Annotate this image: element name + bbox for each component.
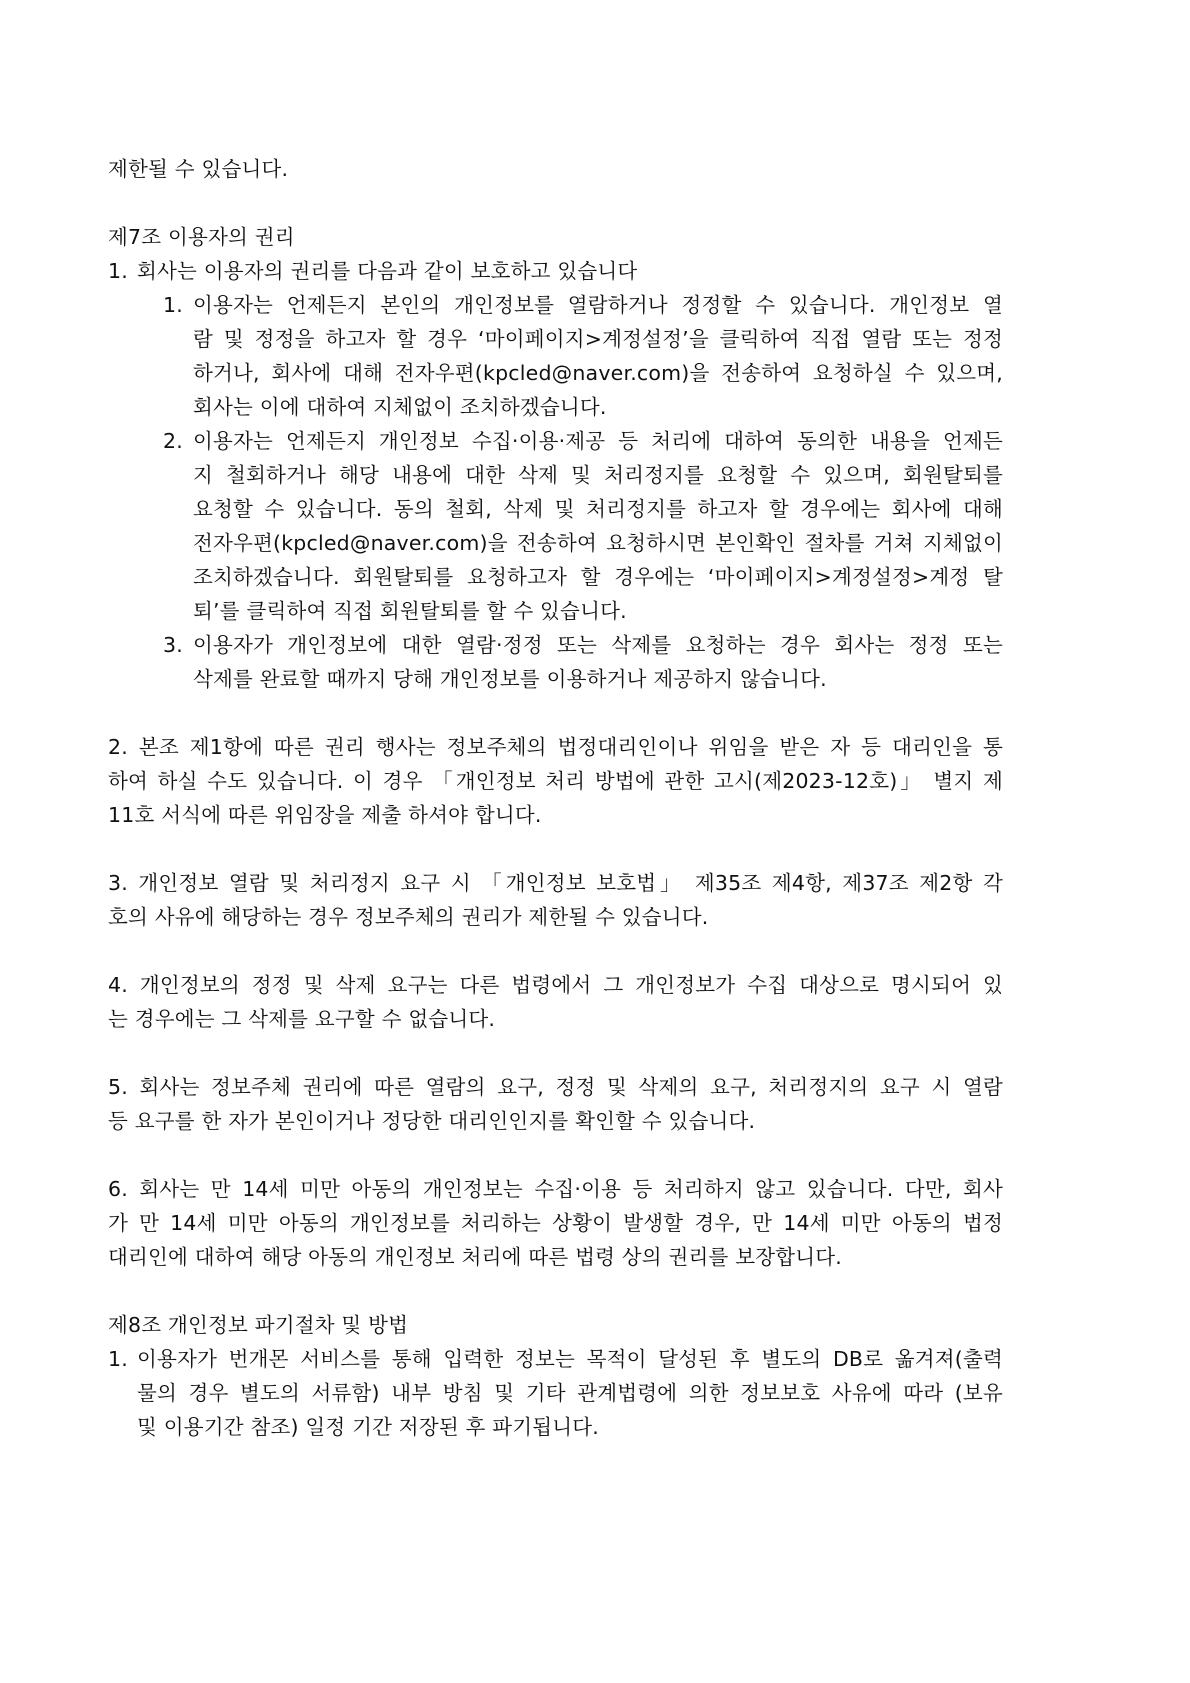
paragraph-5-line-1: 5. 회사는 정보주체 권리에 따른 열람의 요구, 정정 및 삭제의 요구, 처리정지의 요구 시 열람 bbox=[108, 1075, 1003, 1099]
subitem-2-line-5: 조치하겠습니다. 회원탈퇴를 요청하고자 할 경우에는 ‘마이페이지>계정설정>계정 탈 bbox=[193, 565, 1003, 589]
article-8-item-1-line-2: 물의 경우 별도의 서류함) 내부 방침 및 기타 관계법령에 의한 정보보호 사유에 따라 (보유 bbox=[137, 1381, 1003, 1405]
subitem-2-line-3: 요청할 수 있습니다. 동의 철회, 삭제 및 처리정지를 하고자 할 경우에는 회사에 대해 bbox=[193, 497, 1003, 521]
paragraph-2-line-3: 11호 서식에 따른 위임장을 제출 하셔야 합니다. bbox=[108, 803, 542, 827]
paragraph-4-line-1: 4. 개인정보의 정정 및 삭제 요구는 다른 법령에서 그 개인정보가 수집 대상으로 명시되어 있 bbox=[108, 973, 1003, 997]
subitem-2-line-1: 이용자는 언제든지 개인정보 수집·이용·제공 등 처리에 대하여 동의한 내용을 언제든 bbox=[193, 429, 1003, 453]
article-7-heading: 제7조 이용자의 권리 bbox=[108, 225, 295, 249]
article-8-heading: 제8조 개인정보 파기절차 및 방법 bbox=[108, 1313, 409, 1337]
subitem-2-line-6: 퇴’를 클릭하여 직접 회원탈퇴를 할 수 있습니다. bbox=[193, 599, 627, 623]
subitem-1-number: 1. bbox=[163, 293, 183, 317]
subitem-1-line-3: 하거나, 회사에 대해 전자우편(kpcled@naver.com)을 전송하여 요청하실 수 있으며, bbox=[193, 361, 1003, 385]
subitem-2-line-2: 지 철회하거나 해당 내용에 대한 삭제 및 처리정지를 요청할 수 있으며, 회원탈퇴를 bbox=[193, 463, 1003, 487]
paragraph-2-line-1: 2. 본조 제1항에 따른 권리 행사는 정보주체의 법정대리인이나 위임을 받은 자 등 대리인을 통 bbox=[108, 735, 1003, 759]
subitem-1-line-4: 회사는 이에 대하여 지체없이 조치하겠습니다. bbox=[193, 395, 607, 419]
article-8-item-1-line-3: 및 이용기간 참조) 일정 기간 저장된 후 파기됩니다. bbox=[137, 1415, 599, 1439]
paragraph-6-line-2: 가 만 14세 미만 아동의 개인정보를 처리하는 상황이 발생할 경우, 만 14세 미만 아동의 법정 bbox=[108, 1211, 1003, 1235]
paragraph-4-line-2: 는 경우에는 그 삭제를 요구할 수 없습니다. bbox=[108, 1007, 496, 1031]
subitem-1-line-2: 람 및 정정을 하고자 할 경우 ‘마이페이지>계정설정’을 클릭하여 직접 열람 또는 정정 bbox=[193, 327, 1003, 351]
subitem-3-line-1: 이용자가 개인정보에 대한 열람·정정 또는 삭제를 요청하는 경우 회사는 정정 또는 bbox=[193, 633, 1003, 657]
subitem-3-line-2: 삭제를 완료할 때까지 당해 개인정보를 이용하거나 제공하지 않습니다. bbox=[193, 667, 827, 691]
item-1-text: 회사는 이용자의 권리를 다음과 같이 보호하고 있습니다 bbox=[137, 259, 638, 283]
subitem-3-number: 3. bbox=[163, 633, 183, 657]
subitem-2-line-4: 전자우편(kpcled@naver.com)을 전송하여 요청하시면 본인확인 절차를 거쳐 지체없이 bbox=[193, 531, 1003, 555]
subitem-1-line-1: 이용자는 언제든지 본인의 개인정보를 열람하거나 정정할 수 있습니다. 개인정보 열 bbox=[193, 293, 1003, 317]
continuation-text: 제한될 수 있습니다. bbox=[108, 157, 289, 181]
paragraph-3-line-2: 호의 사유에 해당하는 경우 정보주체의 권리가 제한될 수 있습니다. bbox=[108, 905, 709, 929]
article-8-item-1-line-1: 이용자가 번개몬 서비스를 통해 입력한 정보는 목적이 달성된 후 별도의 DB로 옮겨져(출력 bbox=[137, 1347, 1003, 1371]
paragraph-5-line-2: 등 요구를 한 자가 본인이거나 정당한 대리인인지를 확인할 수 있습니다. bbox=[108, 1109, 756, 1133]
paragraph-6-line-1: 6. 회사는 만 14세 미만 아동의 개인정보는 수집·이용 등 처리하지 않고 있습니다. 다만, 회사 bbox=[108, 1177, 1003, 1201]
article-8-item-1-number: 1. bbox=[108, 1347, 128, 1371]
subitem-2-number: 2. bbox=[163, 429, 183, 453]
paragraph-3-line-1: 3. 개인정보 열람 및 처리정지 요구 시 「개인정보 보호법」 제35조 제4항, 제37조 제2항 각 bbox=[108, 871, 1003, 895]
paragraph-6-line-3: 대리인에 대하여 해당 아동의 개인정보 처리에 따른 법령 상의 권리를 보장합니다. bbox=[108, 1245, 842, 1269]
item-1-number: 1. bbox=[108, 259, 128, 283]
paragraph-2-line-2: 하여 하실 수도 있습니다. 이 경우 「개인정보 처리 방법에 관한 고시(제2023-12호)」 별지 제 bbox=[108, 769, 1003, 793]
